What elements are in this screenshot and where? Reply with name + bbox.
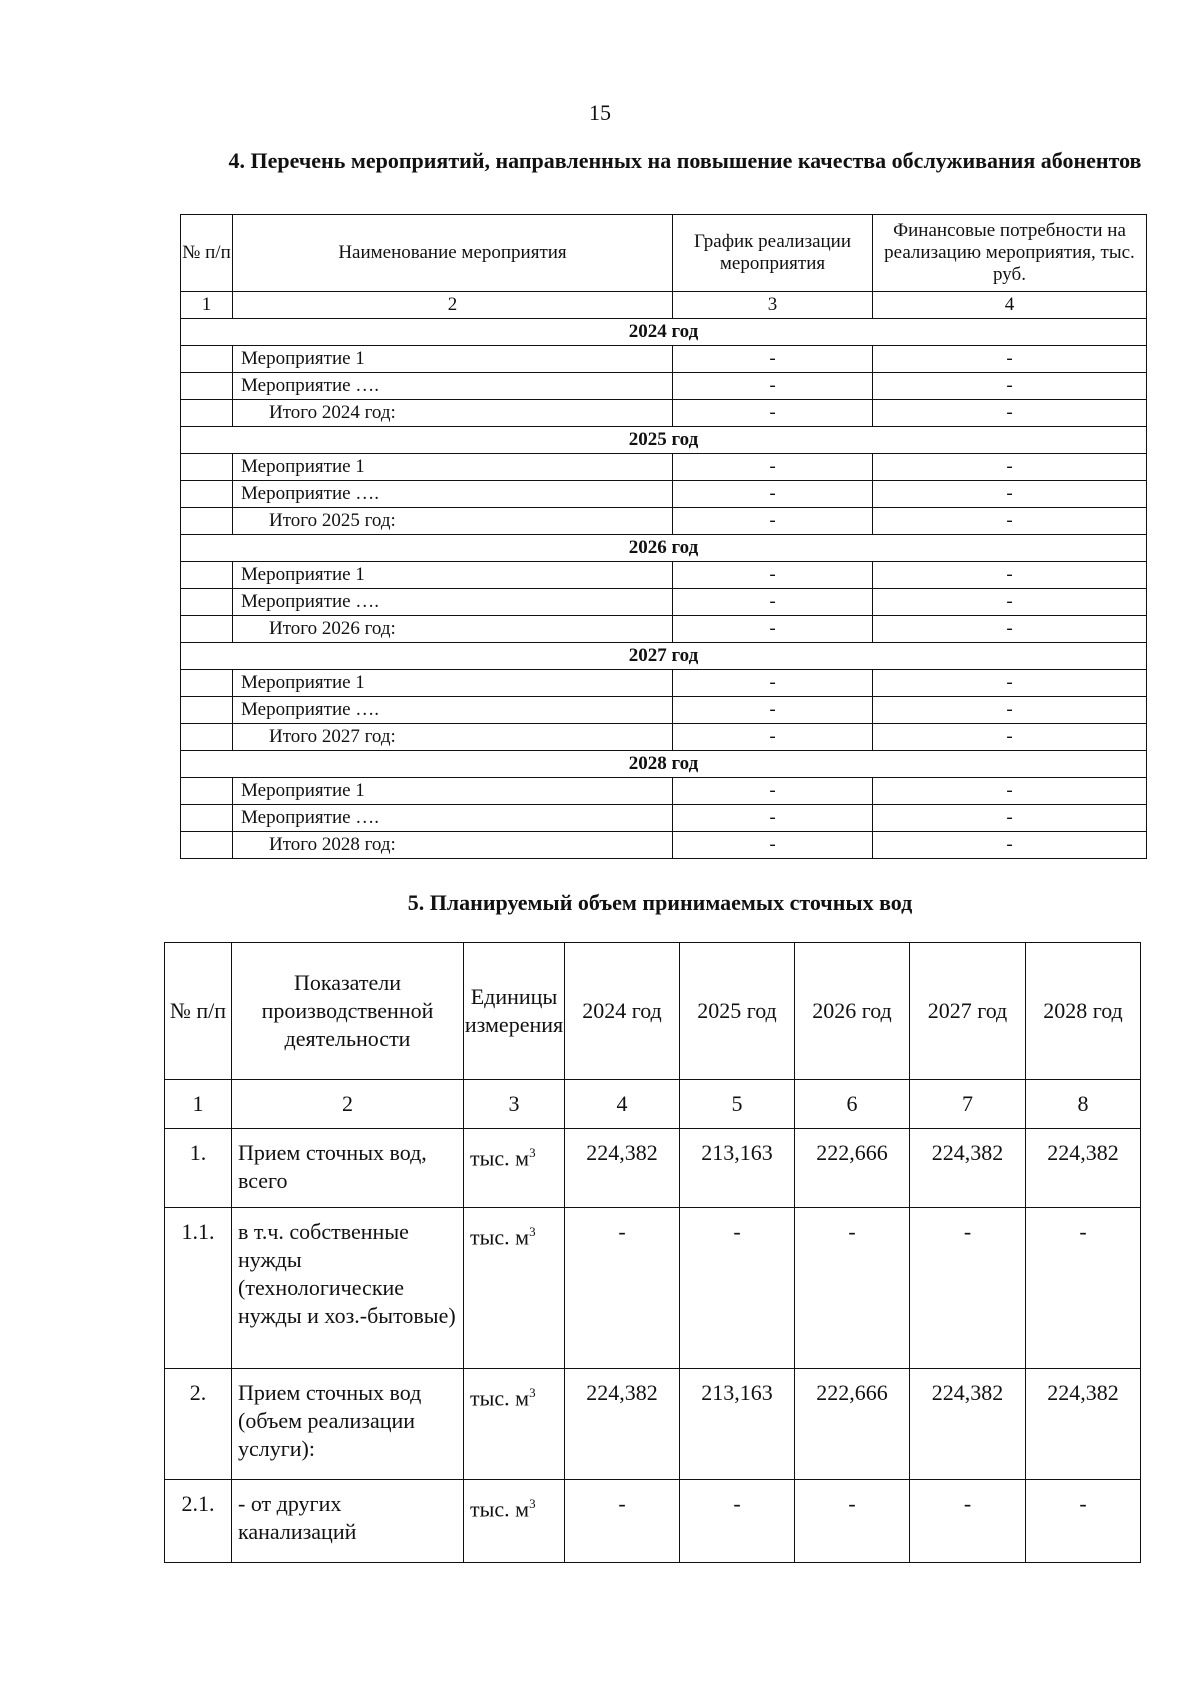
- header-num: № п/п: [181, 215, 233, 292]
- finance-value: -: [873, 670, 1147, 697]
- row-num: [181, 697, 233, 724]
- col-number: 2: [232, 1080, 464, 1129]
- measure-row: [181, 778, 1147, 805]
- unit-text: тыс. м: [470, 1496, 530, 1522]
- row-num: [181, 508, 233, 535]
- col-number: 8: [1026, 1080, 1141, 1129]
- year-label: 2027 год: [181, 643, 1147, 670]
- col-number: 4: [873, 292, 1147, 319]
- page-number: 15: [589, 100, 611, 125]
- unit-cell: [464, 1369, 565, 1480]
- year-value: -: [1026, 1480, 1141, 1563]
- header-year: 2026 год: [795, 943, 910, 1080]
- unit-cell: [464, 1129, 565, 1208]
- year-group-row: [181, 319, 1147, 346]
- unit-superscript: 3: [529, 1224, 536, 1239]
- indicator-name: - от других канализаций: [232, 1480, 464, 1563]
- year-value: 224,382: [910, 1369, 1026, 1480]
- measure-name: Мероприятие ….: [233, 589, 673, 616]
- row-num: 2.: [165, 1369, 232, 1480]
- col-number: 1: [165, 1080, 232, 1129]
- finance-value: -: [873, 481, 1147, 508]
- schedule-value: -: [673, 616, 873, 643]
- schedule-value: -: [673, 589, 873, 616]
- indicator-row: [165, 1369, 1141, 1480]
- header-schedule: График реализации мероприятия: [673, 215, 873, 292]
- col-number: 2: [233, 292, 673, 319]
- col-number: 1: [181, 292, 233, 319]
- measure-name: Мероприятие ….: [233, 697, 673, 724]
- finance-value: -: [873, 616, 1147, 643]
- row-num: [181, 346, 233, 373]
- row-num: [181, 724, 233, 751]
- measure-name: Мероприятие 1: [233, 670, 673, 697]
- row-num: [181, 373, 233, 400]
- measure-name: Мероприятие ….: [233, 805, 673, 832]
- year-label: 2024 год: [181, 319, 1147, 346]
- measure-row: [181, 454, 1147, 481]
- indicator-name: Прием сточных вод, всего: [232, 1129, 464, 1208]
- measure-row: [181, 481, 1147, 508]
- row-num: [181, 589, 233, 616]
- measure-row: [181, 589, 1147, 616]
- schedule-value: -: [673, 346, 873, 373]
- finance-value: -: [873, 400, 1147, 427]
- total-row: [181, 508, 1147, 535]
- section-4-title: 4. Перечень мероприятий, направленных на повышение качества обслуживания абонентов: [228, 148, 1142, 173]
- schedule-value: -: [673, 562, 873, 589]
- unit-text: тыс. м: [470, 1224, 530, 1250]
- row-num: [181, 562, 233, 589]
- section-5-title: 5. Планируемый объем принимаемых сточных вод: [407, 890, 913, 915]
- col-number: 7: [910, 1080, 1026, 1129]
- unit-cell: [464, 1208, 565, 1369]
- measure-name: Итого 2025 год:: [233, 508, 673, 535]
- total-row: [181, 400, 1147, 427]
- wastewater-volume-table: [164, 942, 1141, 1563]
- measure-row: [181, 670, 1147, 697]
- finance-value: -: [873, 346, 1147, 373]
- header-finance: Финансовые потребности на реализацию мероприятия, тыс. руб.: [873, 215, 1147, 292]
- header-indicator: Показатели производственной деятельности: [232, 943, 464, 1080]
- unit-superscript: 3: [529, 1145, 536, 1160]
- schedule-value: -: [673, 778, 873, 805]
- measure-row: [181, 346, 1147, 373]
- row-num: [181, 778, 233, 805]
- column-numbers-row: [165, 1080, 1141, 1129]
- year-value: -: [680, 1208, 795, 1369]
- header-year: 2028 год: [1026, 943, 1141, 1080]
- finance-value: -: [873, 832, 1147, 859]
- row-num: [181, 805, 233, 832]
- year-value: -: [795, 1480, 910, 1563]
- measure-name: Мероприятие 1: [233, 778, 673, 805]
- finance-value: -: [873, 724, 1147, 751]
- indicator-name: Прием сточных вод (объем реализации услуги):: [232, 1369, 464, 1480]
- col-number: 4: [565, 1080, 680, 1129]
- schedule-value: -: [673, 508, 873, 535]
- year-label: 2026 год: [181, 535, 1147, 562]
- year-value: -: [910, 1480, 1026, 1563]
- row-num: [181, 454, 233, 481]
- year-value: -: [795, 1208, 910, 1369]
- measure-row: [181, 373, 1147, 400]
- row-num: [181, 670, 233, 697]
- row-num: [181, 832, 233, 859]
- indicator-row: [165, 1480, 1141, 1563]
- schedule-value: -: [673, 697, 873, 724]
- measures-table-body: [181, 292, 1147, 859]
- measure-name: Мероприятие 1: [233, 346, 673, 373]
- schedule-value: -: [673, 454, 873, 481]
- row-num: 1.1.: [165, 1208, 232, 1369]
- finance-value: -: [873, 454, 1147, 481]
- finance-value: -: [873, 778, 1147, 805]
- year-value: 224,382: [1026, 1129, 1141, 1208]
- col-number: 3: [464, 1080, 565, 1129]
- row-num: [181, 481, 233, 508]
- measure-name: Мероприятие 1: [233, 562, 673, 589]
- total-row: [181, 724, 1147, 751]
- year-value: 213,163: [680, 1369, 795, 1480]
- schedule-value: -: [673, 400, 873, 427]
- header-unit: Единицы измерения: [464, 943, 565, 1080]
- row-num: 1.: [165, 1129, 232, 1208]
- year-value: 224,382: [565, 1369, 680, 1480]
- header-year: 2027 год: [910, 943, 1026, 1080]
- unit-text: тыс. м: [470, 1385, 530, 1411]
- measure-name: Итого 2026 год:: [233, 616, 673, 643]
- unit-superscript: 3: [529, 1385, 536, 1400]
- wastewater-table-header: [165, 943, 1141, 1080]
- col-number: 6: [795, 1080, 910, 1129]
- finance-value: -: [873, 508, 1147, 535]
- header-num: № п/п: [165, 943, 232, 1080]
- header-name: Наименование мероприятия: [233, 215, 673, 292]
- total-row: [181, 832, 1147, 859]
- measure-name: Итого 2027 год:: [233, 724, 673, 751]
- year-value: 222,666: [795, 1369, 910, 1480]
- measures-table: [180, 214, 1147, 859]
- year-value: -: [565, 1480, 680, 1563]
- year-label: 2025 год: [181, 427, 1147, 454]
- schedule-value: -: [673, 373, 873, 400]
- col-number: 5: [680, 1080, 795, 1129]
- schedule-value: -: [673, 724, 873, 751]
- indicator-name: в т.ч. собственные нужды (технологические нужды и хоз.-бытовые): [232, 1208, 464, 1369]
- indicator-row: [165, 1208, 1141, 1369]
- year-value: 222,666: [795, 1129, 910, 1208]
- unit-cell: [464, 1480, 565, 1563]
- year-value: 213,163: [680, 1129, 795, 1208]
- unit-text: тыс. м: [470, 1145, 530, 1171]
- schedule-value: -: [673, 832, 873, 859]
- measure-row: [181, 562, 1147, 589]
- header-year: 2025 год: [680, 943, 795, 1080]
- year-value: -: [910, 1208, 1026, 1369]
- year-value: 224,382: [565, 1129, 680, 1208]
- measure-row: [181, 697, 1147, 724]
- schedule-value: -: [673, 481, 873, 508]
- row-num: [181, 616, 233, 643]
- row-num: 2.1.: [165, 1480, 232, 1563]
- measure-name: Итого 2028 год:: [233, 832, 673, 859]
- year-group-row: [181, 751, 1147, 778]
- total-row: [181, 616, 1147, 643]
- finance-value: -: [873, 562, 1147, 589]
- year-value: -: [1026, 1208, 1141, 1369]
- finance-value: -: [873, 373, 1147, 400]
- year-value: -: [565, 1208, 680, 1369]
- schedule-value: -: [673, 805, 873, 832]
- measure-name: Мероприятие ….: [233, 373, 673, 400]
- finance-value: -: [873, 805, 1147, 832]
- year-value: 224,382: [1026, 1369, 1141, 1480]
- measure-name: Мероприятие 1: [233, 454, 673, 481]
- column-numbers-row: [181, 292, 1147, 319]
- unit-superscript: 3: [529, 1496, 536, 1511]
- col-number: 3: [673, 292, 873, 319]
- year-group-row: [181, 427, 1147, 454]
- schedule-value: -: [673, 670, 873, 697]
- header-year: 2024 год: [565, 943, 680, 1080]
- wastewater-table-body: [165, 1080, 1141, 1563]
- year-label: 2028 год: [181, 751, 1147, 778]
- row-num: [181, 400, 233, 427]
- year-group-row: [181, 535, 1147, 562]
- indicator-row: [165, 1129, 1141, 1208]
- finance-value: -: [873, 697, 1147, 724]
- finance-value: -: [873, 589, 1147, 616]
- year-group-row: [181, 643, 1147, 670]
- measure-row: [181, 805, 1147, 832]
- year-value: -: [680, 1480, 795, 1563]
- year-value: 224,382: [910, 1129, 1026, 1208]
- measure-name: Мероприятие ….: [233, 481, 673, 508]
- measures-table-header: [181, 215, 1147, 292]
- measure-name: Итого 2024 год:: [233, 400, 673, 427]
